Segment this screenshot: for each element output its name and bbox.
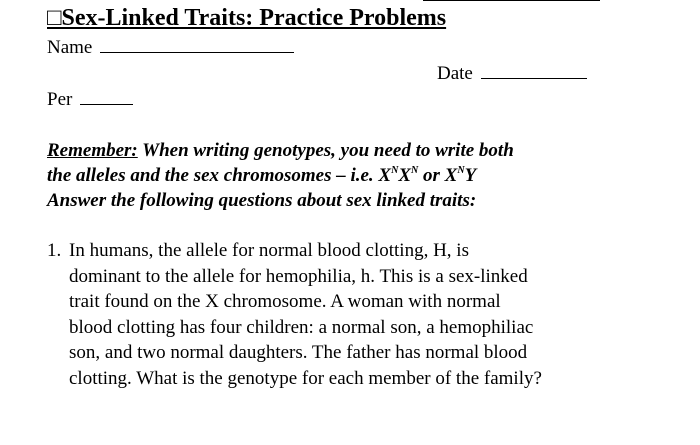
question-1-line: dominant to the allele for hemophilia, h. This is a sex-linked [69,265,528,287]
remember-line-3: Answer the following questions about sex linked traits: [47,190,477,211]
genotype-x-2: X [398,165,412,186]
page-title: □Sex-Linked Traits: Practice Problems [47,5,447,31]
question-1-number: 1. [47,240,62,261]
name-blank-line[interactable] [100,51,294,53]
name-label: Name [47,37,93,58]
question-1-line: trait found on the X chromosome. A woman with normal [69,291,501,312]
period-label: Per [47,89,73,110]
genotype-or-text: or X [418,165,458,186]
question-1-body [69,238,687,391]
period-blank-line[interactable] [80,103,133,105]
genotype-superscript-3: N [457,164,465,176]
genotype-superscript-2: N [411,164,419,176]
genotype-y: Y [464,165,477,186]
question-1-line: In humans, the allele for normal blood clotting, H, is [69,240,469,261]
date-label: Date [437,63,473,84]
question-1-line: son, and two normal daughters. The father has normal blood [69,342,528,363]
question-1 [47,238,687,391]
top-rule [423,0,600,1]
date-blank-line[interactable] [481,77,587,79]
genotype-superscript-1: N [391,164,399,176]
remember-line-1-text: When writing genotypes, you need to write both [137,140,514,161]
remember-lead: Remember: [47,140,138,161]
remember-line-2-prefix: the alleles and the sex chromosomes – i.e. X [47,165,392,186]
question-1-line: blood clotting has four children: a normal son, a hemophiliac [69,316,534,338]
name-field-row [47,36,294,60]
date-field-row [437,62,587,86]
remember-line-2 [47,163,667,188]
remember-line-1 [47,138,667,163]
period-field-row [47,88,133,112]
remember-instructions [47,138,667,213]
question-1-line: clotting. What is the genotype for each member of the family? [69,367,542,389]
